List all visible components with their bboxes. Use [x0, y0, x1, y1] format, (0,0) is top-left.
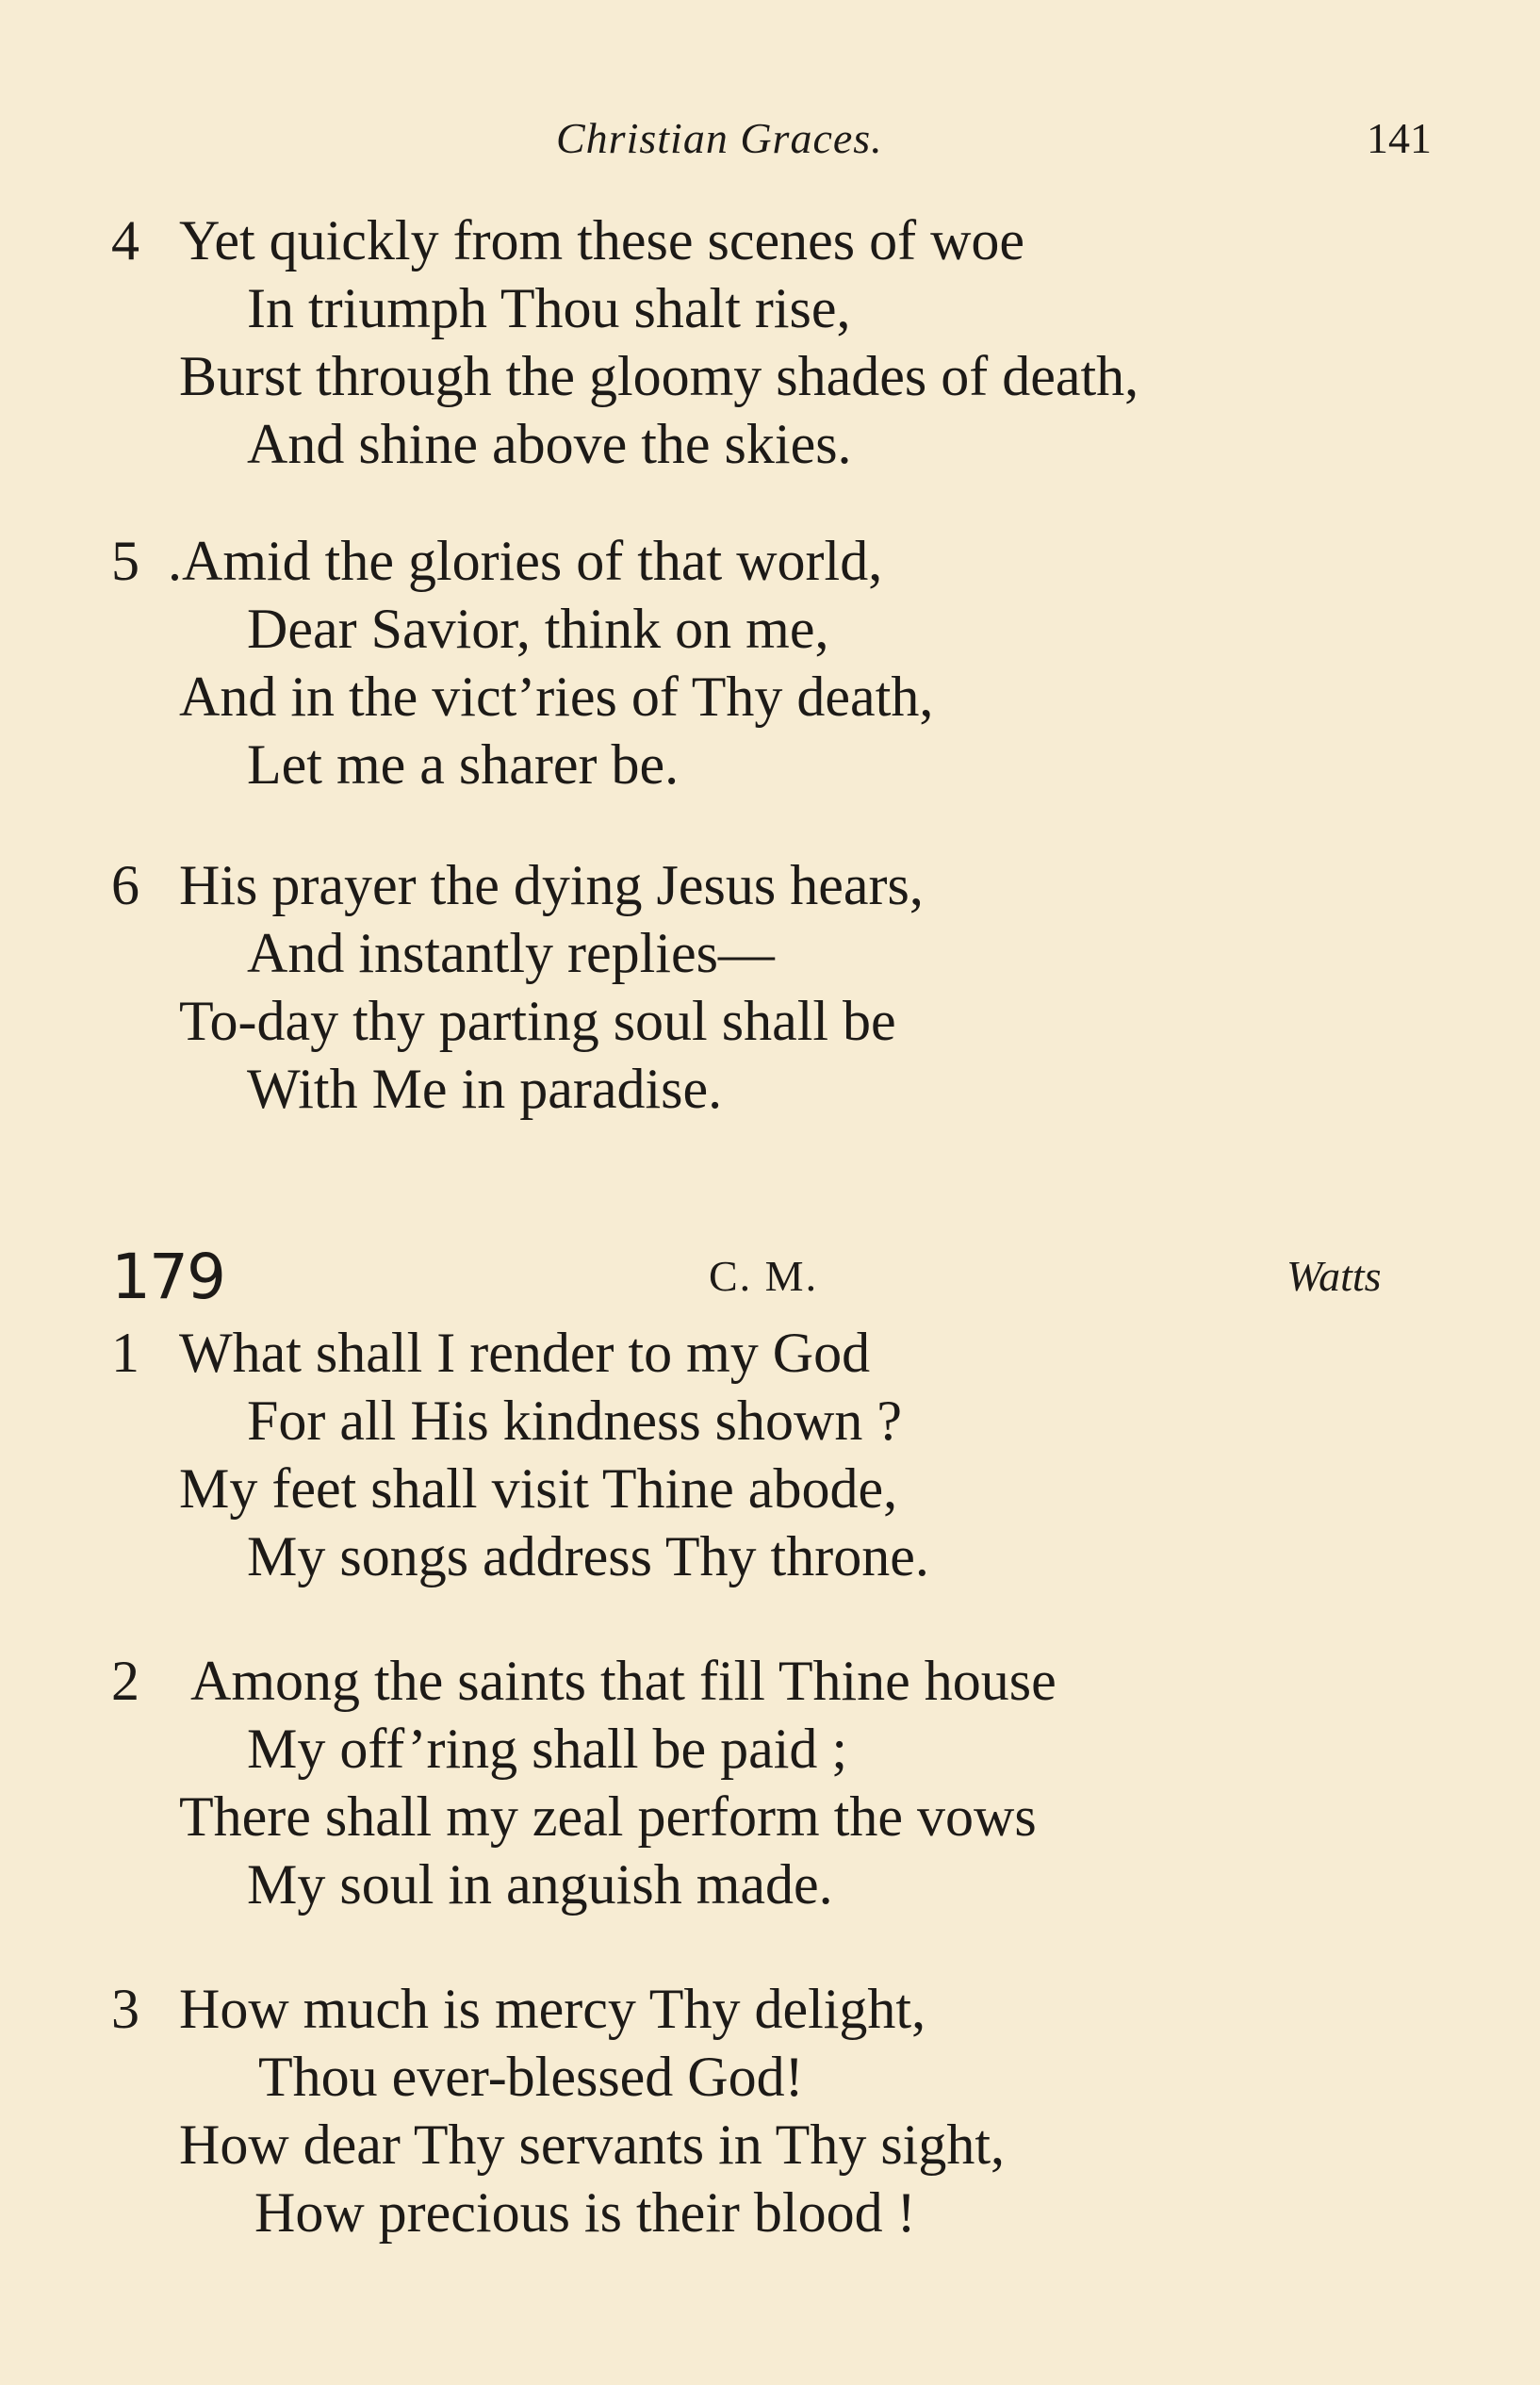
verse-number: 6 — [111, 854, 139, 916]
verse-line: And in the vict’ries of Thy death, — [179, 666, 934, 728]
verse-line: For all His kindness shown ? — [247, 1390, 902, 1452]
verse-line: To-day thy parting soul shall be — [179, 990, 896, 1052]
verse-line: In triumph Thou shalt rise, — [247, 277, 851, 339]
show-through-decoration — [1056, 245, 1069, 305]
verse-line: How dear Thy servants in Thy sight, — [179, 2114, 1006, 2176]
verse-line: How much is mercy Thy delight, — [179, 1978, 926, 2040]
page-number: 141 — [1367, 114, 1432, 162]
hymn-number: 179 — [111, 1241, 224, 1313]
verse-line: .Amid the glories of that world, — [168, 530, 883, 592]
verse-line: My feet shall visit Thine abode, — [179, 1457, 898, 1520]
verse-number: 3 — [111, 1978, 139, 2040]
verse-number: 4 — [111, 209, 139, 271]
running-head — [0, 113, 1540, 170]
hymn-179-header — [0, 1240, 1540, 1315]
verse-number: 5 — [111, 530, 139, 592]
verse-number: 1 — [111, 1322, 139, 1384]
hymn-author: Watts — [1286, 1252, 1382, 1300]
verse-line: There shall my zeal perform the vows — [179, 1785, 1037, 1848]
verse-line: Yet quickly from these scenes of woe — [179, 209, 1025, 271]
hymn-meter: C. M. — [709, 1252, 819, 1300]
verse-line: My soul in anguish made. — [247, 1853, 833, 1916]
verse-line: My songs address Thy throne. — [247, 1525, 929, 1587]
verse-line: Dear Savior, think on me, — [247, 598, 829, 660]
verse-line: Let me a sharer be. — [247, 733, 680, 796]
verse-line: With Me in paradise. — [247, 1058, 723, 1120]
verse-line: Burst through the gloomy shades of death, — [179, 345, 1139, 407]
verse-line: What shall I render to my God — [179, 1322, 871, 1384]
verse-line: And shine above the skies. — [247, 413, 852, 475]
verse-line: And instantly replies— — [247, 922, 775, 984]
verse-number: 2 — [111, 1650, 139, 1712]
verse-line: Thou ever-blessed God! — [258, 2046, 804, 2108]
section-title: Christian Graces. — [556, 114, 883, 162]
verse-line: His prayer the dying Jesus hears, — [179, 854, 924, 916]
verse-line: My off’ring shall be paid ; — [247, 1718, 848, 1780]
verse-line: Among the saints that fill Thine house — [190, 1650, 1057, 1712]
verse-line: How precious is their blood ! — [254, 2181, 916, 2244]
